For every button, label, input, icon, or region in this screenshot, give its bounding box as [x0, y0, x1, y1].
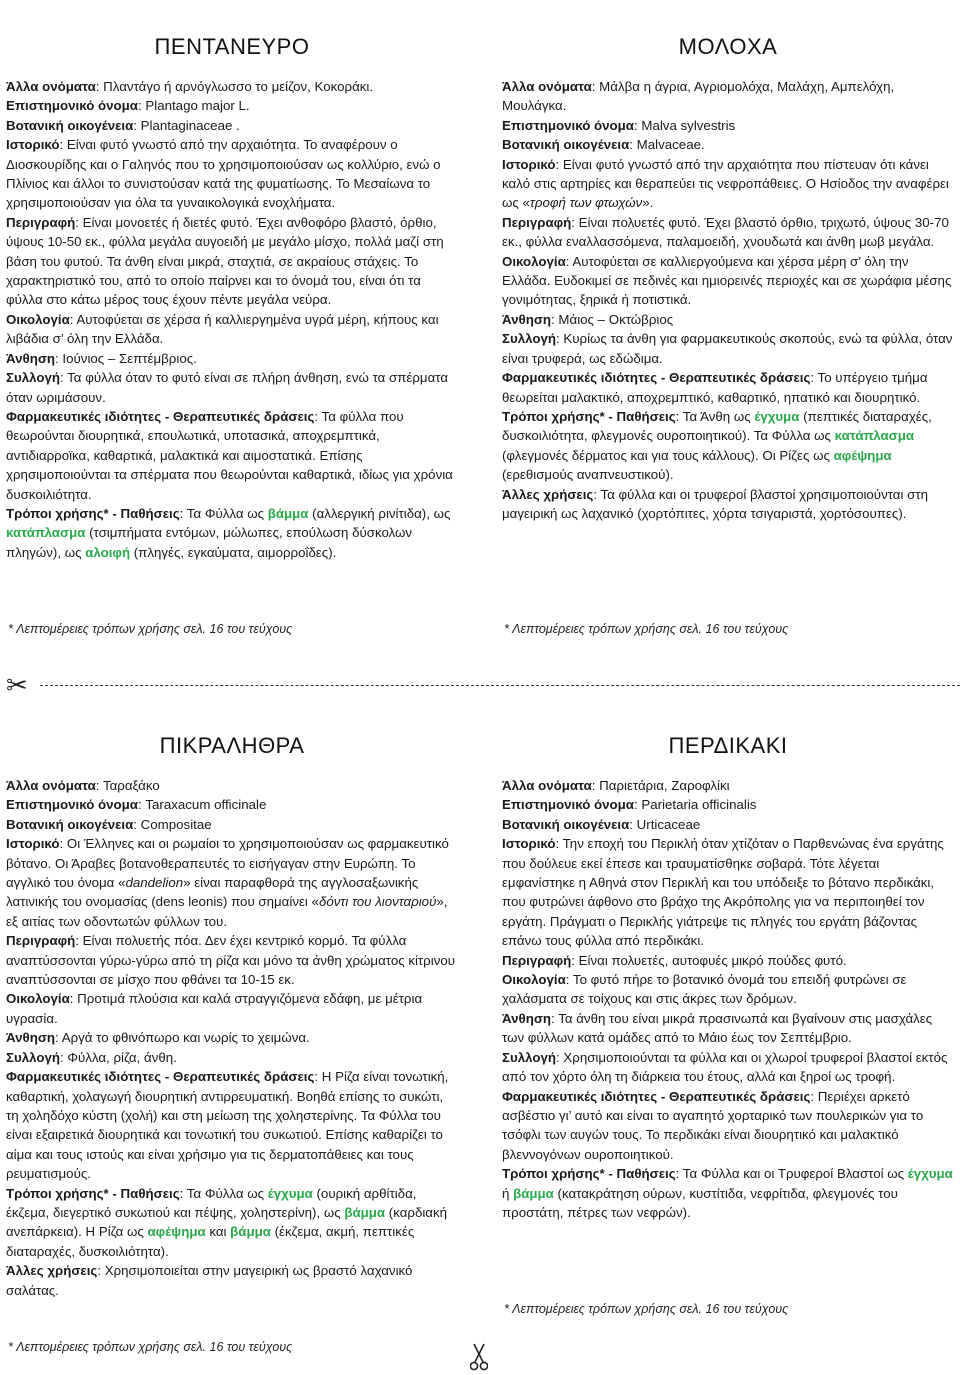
field-label: Άλλες χρήσεις — [502, 486, 594, 502]
preparation-term: έγχυμα — [754, 408, 800, 424]
field-text: : Compositae — [133, 816, 212, 832]
field-label: Άλλα ονόματα — [6, 79, 96, 94]
footnote: * Λεπτομέρειες τρόπων χρήσης σελ. 16 του τεύχους — [504, 1302, 789, 1316]
preparation-term: αφέψημα — [833, 447, 892, 463]
card-body — [502, 776, 954, 1222]
field-text: (ουρική αρθίτιδα, έκζεμα, διεγερτικό συκωτιού και πέψης, χοληστερίνη), ως — [6, 1185, 417, 1220]
field-label: Τρόποι χρήσης* - Παθήσεις — [6, 505, 180, 521]
field-text: : Αυτοφύεται σε χέρσα ή καλλιεργημένα υγρά μέρη, κήπους και λιβάδια σ’ όλη την Ελλάδα. — [6, 311, 439, 347]
card-paragraph — [502, 116, 954, 135]
card-paragraph — [502, 485, 954, 524]
card-paragraph — [6, 1184, 458, 1262]
field-label: Ιστορικό — [502, 836, 556, 852]
card-paragraph — [6, 795, 458, 814]
card-paragraph — [502, 795, 954, 814]
preparation-term: αφέψημα — [147, 1224, 206, 1240]
field-text: » είναι παραφθορά της αγγλοσαξωνικής λατινικής του ονομασίας (dens leonis) που σημαίνει « — [6, 875, 419, 910]
field-text: (τσιμπήματα εντόμων, μώλωπες, επούλωση δύσκολων πληγών), ως — [6, 525, 413, 560]
field-text: : Παριετάρια, Ζαροφλίκι — [591, 778, 730, 793]
field-label: Περιγραφή — [502, 952, 572, 968]
scissors-icon — [470, 1342, 488, 1372]
preparation-term: έγχυμα — [267, 1185, 313, 1201]
card-paragraph — [502, 252, 954, 310]
field-label: Φαρμακευτικές ιδιότητες - Θεραπευτικές δράσεις — [6, 1069, 315, 1085]
field-text: (έκζεμα, ακμή, πεπτικές διαταραχές, δυσκοιλιότητα). — [6, 1224, 415, 1259]
field-text: : Την εποχή του Περικλή όταν χτίζόταν ο Παρθενώνας ένα εργάτης που δούλευε εκεί έπεσε και τραυματίσθηκε σοβαρά. Τότε λέγεται εμφανίστηκε η Αθηνά στον Περικλή και του υπόδειξε το βότανο περδικάκι, που φυτρώνει άφθονο στο βράχο της Ακρόπολης για να περιποιηθεί τον εργάτη. Πράγματι ο Περικλής γιάτρεψε τις πληγές του εργάτη βάζοντας επάνω τους φύλλα από περδικάκι. — [502, 836, 944, 949]
footnote: * Λεπτομέρειες τρόπων χρήσης σελ. 16 του τεύχους — [8, 622, 293, 636]
field-text: : Περιέχει αρκετό ασβέστιο γι’ αυτό και είναι το αγαπητό χορταρικό των πουλερικών για το τσόφλι των αυγών τους. Το περδικάκι είναι διουρητικό και μαλακτικό βλεννογόνων ουροποιητικού. — [502, 1088, 924, 1162]
field-text: : Το φυτό πήρε το βοτανικό όνομά του επειδή φυτρώνει σε χαλάσματα σε τοίχους και στις άκρες των δρόμων. — [502, 972, 907, 1007]
card-paragraph — [6, 504, 458, 562]
field-label: Βοτανική οικογένεια — [502, 137, 630, 153]
preparation-term: αλοιφή — [85, 544, 131, 560]
card-paragraph — [502, 368, 954, 407]
field-text: : Είναι πολυετές φυτό. Έχει βλαστό όρθιο, τριχωτό, ύψους 30-70 εκ., φύλλα εναλλασσόμενα, παλαμοειδή, χνουδωτά και άνθη μωβ μεγάλα. — [502, 214, 949, 250]
field-label: Περιγραφή — [502, 214, 572, 230]
card-paragraph — [6, 989, 458, 1028]
field-text: (πληγές, εγκαύματα, αιμορροΐδες). — [130, 544, 337, 560]
field-text: : Plantaginaceae . — [133, 117, 240, 133]
field-label: Φαρμακευτικές ιδιότητες - Θεραπευτικές δράσεις — [6, 408, 315, 424]
field-text: : Αργά το φθινόπωρο και νωρίς το χειμώνα. — [55, 1030, 310, 1046]
field-label: Τρόποι χρήσης* - Παθήσεις — [502, 1166, 676, 1182]
card-paragraph — [502, 135, 954, 154]
card-paragraph — [6, 815, 458, 834]
field-label: Βοτανική οικογένεια — [502, 816, 630, 832]
field-text: : Κυρίως τα άνθη για φαρμακευτικούς σκοπούς, ενώ τα φύλλα, όταν είναι τρυφερά, ως εδώδιμα. — [502, 331, 953, 366]
field-text: : Parietaria officinalis — [633, 797, 757, 813]
field-text: : Είναι φυτό γνωστό από την αρχαιότητα που πίστευαν ότι κάνει καλό στις αρτηρίες και θεραπεύει τις νεφροπάθειες. Ο Ησίοδος την αναφέρει ως « — [502, 156, 949, 211]
field-text: : Αυτοφύεται σε καλλιεργούμενα και χέρσα μέρη σ’ όλη την Ελλάδα. Ευδοκιμεί σε πεδινές και ημιορεινές περιοχές και σε χωράφια μέσης γονιμότητας, ξηρικά ή ποτιστικά. — [502, 253, 952, 308]
field-text: ή — [502, 1185, 514, 1201]
field-text: : Μάιος – Οκτώβριος — [551, 311, 674, 327]
field-text: : Είναι φυτό γνωστό από την αρχαιότητα. Το αναφέρουν ο Διοσκουρίδης και ο Γαληνός που το χρησιμοποιούσαν ως κολλύριο, ενώ ο Πλίνιος και άλλοι το συνιστούσαν κατά της φυματίωσης. Το Μεσαίωνα το χρησιμοποιούσαν για όλα τα γυναικολογικά ενοχλήματα. — [6, 137, 441, 211]
field-label: Βοτανική οικογένεια — [6, 117, 134, 133]
card-paragraph — [502, 1164, 954, 1222]
field-text: δόντι του λιονταριού — [318, 894, 437, 910]
field-label: Συλλογή — [502, 1049, 556, 1065]
card-paragraph — [6, 368, 458, 407]
card-paragraph — [6, 77, 458, 96]
field-text: (κατακράτηση ούρων, κυστίτιδα, νεφρίτιδα, φλεγμονές του προστάτη, πέτρες των νεφρών). — [502, 1185, 898, 1220]
field-text: : Τα Φύλλα ως — [179, 1185, 268, 1201]
card-paragraph — [502, 951, 954, 970]
field-text: : Malva sylvestris — [633, 117, 736, 133]
field-text: : Τα φύλλα και οι τρυφεροί βλαστοί χρησιμοποιούνται στη μαγειρική ως λαχανικό (χορτόπιτες, χόρτα τσιγαριστά, χορτόσουπες). — [502, 486, 928, 521]
scissors-icon: ✂ — [6, 670, 28, 700]
field-text: : Είναι μονοετές ή διετές φυτό. Έχει ανθοφόρο βλαστό, όρθιο, ύψους 10-50 εκ., φύλλα μεγάλα αυγοειδή με μεγάλο μίσχο, πολλά μαζί στη βάση του φυτού. Τα άνθη είναι μικρά, σταχτιά, σε ακραίους στάχεις. Το χαρακτηριστικό του, από το οποίο παίρνει και το όνομά του, είναι ότι τα φύλλα στο κάτω μέρος τους έχουν πέντε μεγάλα νεύρα. — [6, 214, 444, 308]
footnote: * Λεπτομέρειες τρόπων χρήσης σελ. 16 του τεύχους — [8, 1340, 293, 1354]
field-text: τροφή των φτωχών — [529, 195, 643, 211]
field-label: Περιγραφή — [6, 933, 76, 949]
field-text: (αλλεργική ρινίτιδα), ως — [308, 505, 451, 521]
field-text: : Χρησιμοποιείται στην μαγειρική ως βραστό λαχανικό σαλάτας. — [6, 1263, 413, 1298]
field-label: Βοτανική οικογένεια — [6, 816, 134, 832]
field-text: : Η Ρίζα είναι τονωτική, καθαρτική, χολαγωγή διουρητική αντιρρευματική. Βοηθά επίσης το συκώτι, τη χοληδόχο κύστη (χολή) και στη μείωση της χοληστερίνης. Τα Φύλλα του είναι εξαιρετικά διουρητικά και τονωτική του συκωτιού. Επίσης καθαρίζει το αίμα και τους ιστούς και είναι χρήσιμο για τις δερματοπάθειες και τους ρευματισμούς. — [6, 1069, 449, 1182]
card-paragraph — [502, 329, 954, 368]
field-label: Άνθηση — [6, 1030, 56, 1046]
field-text: : Urticaceae — [629, 816, 701, 832]
field-text: (φλεγμονές δέρματος και για τους κάλλους). Οι Ρίζες ως — [502, 447, 834, 463]
cut-line — [40, 685, 960, 686]
field-text: : Τα Φύλλα και οι Τρυφεροί Βλαστοί ως — [675, 1166, 908, 1182]
card-paragraph — [502, 77, 954, 116]
field-text: : Malvaceae. — [629, 137, 705, 153]
field-label: Άνθηση — [6, 350, 56, 366]
field-text: (καρδιακή ανεπάρκεια). Η Ρίζα ως — [6, 1204, 448, 1240]
field-text: : Οι Έλληνες και οι ρωμαίοι το χρησιμοποιούσαν ως φαρμακευτικό βότανο. Οι Άραβες βοτανοθεραπευτές το εισήγαγαν στην Ευρώπη. Το αγγλικό του όνομα « — [6, 836, 449, 891]
preparation-term: βάμμα — [513, 1185, 554, 1201]
card-paragraph — [502, 776, 954, 795]
field-label: Επιστημονικό όνομα — [6, 797, 138, 813]
card-paragraph — [502, 213, 954, 252]
field-text: dandelion — [125, 875, 184, 891]
field-text: : Προτιμά πλούσια και καλά στραγγιζόμενα εδάφη, με μέτρια υγρασία. — [6, 991, 423, 1026]
field-text: », εξ αιτίας των οδοντωτών φύλλων του. — [6, 894, 448, 929]
field-text: : Τα φύλλα όταν το φυτό είναι σε πλήρη άνθηση, ενώ τα σπέρματα όταν ωριμάσουν. — [6, 370, 449, 405]
field-label: Τρόποι χρήσης* - Παθήσεις — [502, 408, 676, 424]
field-label: Άνθηση — [502, 1010, 552, 1026]
field-label: Τρόποι χρήσης* - Παθήσεις — [6, 1185, 180, 1201]
field-label: Οικολογία — [6, 311, 70, 327]
card-paragraph — [502, 310, 954, 329]
card-title: ΠΙΚΡΑΛΗΘΡΑ — [159, 733, 305, 758]
card-paragraph — [6, 1067, 458, 1183]
card-body — [502, 77, 954, 523]
card-pikralithra — [6, 733, 458, 1300]
field-text: : Είναι πολυετής πόα. Δεν έχει κεντρικό κορμό. Τα φύλλα αναπτύσσονται γύρω-γύρω από τη ρίζα και μόνο τα άνθη χρώματος κίτρινου αναπτύσσονται σε μίσχο που φθάνει τα 10-15 εκ. — [6, 933, 456, 988]
preparation-term: βάμμα — [267, 505, 309, 521]
card-paragraph — [6, 96, 458, 115]
card-paragraph — [502, 1009, 954, 1048]
card-pentanevro — [6, 34, 458, 562]
field-label: Οικολογία — [502, 972, 566, 988]
card-perdikaki — [502, 733, 954, 1222]
field-label: Φαρμακευτικές ιδιότητες - Θεραπευτικές δράσεις — [502, 370, 811, 386]
preparation-term: βάμμα — [230, 1224, 271, 1240]
card-title: ΠΕΝΤΑΝΕΥΡΟ — [154, 34, 310, 59]
field-text: : Μάλβα η άγρια, Αγριομολόχα, Μαλάχη, Αμπελόχη, Μουλάγκα. — [502, 79, 895, 114]
field-text: : Είναι πολυετές, αυτοφυές μικρό πούδες φυτό. — [571, 952, 847, 968]
preparation-term: έγχυμα — [907, 1166, 953, 1182]
card-paragraph — [502, 1087, 954, 1165]
card-paragraph — [6, 310, 458, 349]
field-text: : Τα Φύλλα ως — [179, 505, 268, 521]
field-label: Άλλα ονόματα — [6, 778, 96, 793]
preparation-term: βάμμα — [344, 1204, 386, 1220]
card-paragraph — [6, 1261, 458, 1300]
field-text: : Plantago major L. — [137, 98, 250, 114]
field-label: Άλλα ονόματα — [502, 79, 592, 94]
field-label: Άλλες χρήσεις — [6, 1263, 98, 1279]
field-label: Περιγραφή — [6, 214, 76, 230]
card-paragraph — [6, 1048, 458, 1067]
card-paragraph — [502, 834, 954, 950]
card-paragraph — [6, 1028, 458, 1047]
card-paragraph — [6, 407, 458, 504]
card-body — [6, 77, 458, 562]
field-label: Φαρμακευτικές ιδιότητες - Θεραπευτικές δράσεις — [502, 1088, 811, 1104]
field-label: Ιστορικό — [6, 836, 60, 852]
card-paragraph — [502, 155, 954, 213]
card-paragraph — [6, 776, 458, 795]
card-body — [6, 776, 458, 1300]
preparation-term: κατάπλασμα — [834, 428, 915, 444]
field-label: Επιστημονικό όνομα — [502, 117, 634, 133]
card-title: ΠΕΡΔΙΚΑΚΙ — [668, 733, 788, 758]
field-text: : Τα φύλλα που θεωρούνται διουρητικά, επουλωτικά, υποτασικά, αποχρεμπτικά, αντιδιαρροϊκα, καθαρτικά, μαλακτικά και αιμοστατικά. Επίσης χρησιμοποιούνται τα σπέρματα που θεωρούνται καθαρτικά, ιδίως για χρόνια δυσκοιλιότητα. — [6, 408, 453, 502]
card-paragraph — [6, 213, 458, 310]
card-paragraph — [502, 815, 954, 834]
field-label: Επιστημονικό όνομα — [502, 797, 634, 813]
field-label: Άνθηση — [502, 311, 552, 327]
card-paragraph — [502, 407, 954, 485]
card-paragraph — [6, 349, 458, 368]
field-label: Συλλογή — [502, 331, 556, 347]
card-paragraph — [6, 116, 458, 135]
field-text: : Τα άνθη του είναι μικρά πρασινωπά και βγαίνουν στις μασχάλες των φύλλων κατά ομάδες από το Μάιο έως τον Σεπτέμβριο. — [502, 1010, 933, 1046]
field-text: και — [205, 1224, 231, 1240]
field-text: : Τα Άνθη ως — [675, 408, 755, 424]
field-text: : Το υπέργειο τμήμα θεωρείται μαλακτικό, αποχρεμπτικό, καθαρτικό, ηπατικό και διουρητικό. — [502, 370, 928, 405]
field-text: : Πλαντάγο ή αρνόγλωσσο το μείζον, Κοκοράκι. — [95, 79, 374, 94]
card-paragraph — [6, 834, 458, 931]
field-text: (ερεθισμούς αναπνευστικού). — [502, 467, 674, 483]
field-text: : Ιούνιος – Σεπτέμβριος. — [55, 350, 197, 366]
field-text: ». — [642, 195, 654, 211]
field-text: : Ταραξάκο — [95, 778, 160, 793]
field-label: Οικολογία — [6, 991, 70, 1007]
field-label: Επιστημονικό όνομα — [6, 98, 138, 114]
card-paragraph — [502, 970, 954, 1009]
card-paragraph — [6, 931, 458, 989]
card-paragraph — [6, 135, 458, 213]
field-label: Ιστορικό — [6, 137, 60, 153]
field-text: : Taraxacum officinale — [137, 797, 267, 813]
field-text: : Χρησιμοποιούνται τα φύλλα και οι χλωροί τρυφεροί βλαστοί εκτός από τον χόρτο όλη τη διάρκεια του έτους, αλλά και ξηροί ως τροφή. — [502, 1049, 948, 1085]
field-text: : Φύλλα, ρίζα, άνθη. — [60, 1049, 177, 1065]
field-text: (πεπτικές διαταραχές, δυσκοιλιότητα, φλεγμονές ουροποιητικού). Τα Φύλλα ως — [502, 408, 932, 444]
field-label: Συλλογή — [6, 370, 60, 386]
card-title: ΜΟΛΟΧΑ — [678, 34, 778, 59]
card-paragraph — [502, 1048, 954, 1087]
field-label: Ιστορικό — [502, 156, 556, 172]
field-label: Οικολογία — [502, 253, 566, 269]
footnote: * Λεπτομέρειες τρόπων χρήσης σελ. 16 του τεύχους — [504, 622, 789, 636]
card-molocha — [502, 34, 954, 523]
field-label: Άλλα ονόματα — [502, 778, 592, 793]
preparation-term: κατάπλασμα — [6, 525, 86, 541]
field-label: Συλλογή — [6, 1049, 60, 1065]
